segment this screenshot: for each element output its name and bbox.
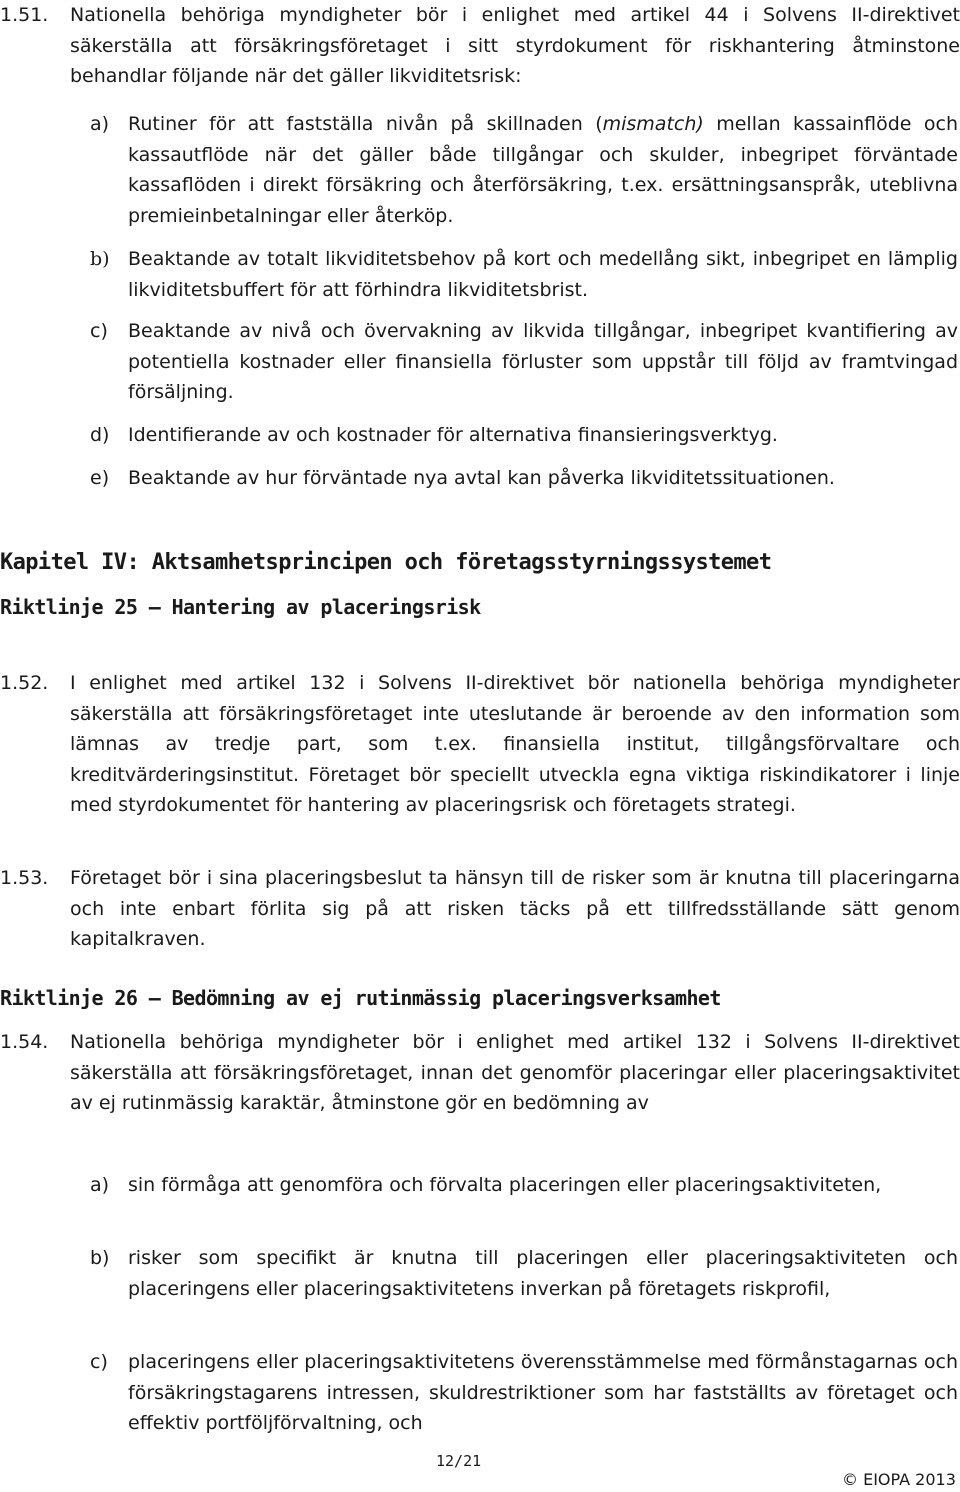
list-item-text: sin förmåga att genomföra och förvalta placeringen eller placeringsaktiviteten, xyxy=(128,1174,882,1196)
list-item-text: Beaktande av totalt likviditetsbehov på kort och medellång sikt, inbegripet en lämplig likviditetsbuffert för att förhindra likviditetsbrist. xyxy=(128,248,958,301)
paragraph-1-54 xyxy=(0,1027,960,1119)
paragraph-text: Nationella behöriga myndigheter bör i enlighet med artikel 132 i Solvens II-direktivet säkerställa att försäkringsföretaget, innan det genomför placeringar eller placeringsaktivitet av ej rutinmässig karaktär, åtminstone gör en bedömning av xyxy=(70,1031,960,1114)
chapter-heading: Kapitel IV: Aktsamhetsprincipen och företagsstyrningssystemet xyxy=(0,550,772,575)
list-item-text: risker som specifikt är knutna till placeringen eller placeringsaktiviteten och placeringens eller placeringsaktivitetens inverkan på företagets riskprofil, xyxy=(128,1247,958,1300)
paragraph-1-53 xyxy=(0,863,960,955)
guideline-26-heading: Riktlinje 26 – Bedömning av ej rutinmässig placeringsverksamhet xyxy=(0,986,721,1010)
paragraph-text: Nationella behöriga myndigheter bör i enlighet med artikel 44 i Solvens II-direktivet säkerställa att försäkringsföretaget i sitt styrdokument för riskhantering åtminstone behandlar följande när det gäller likviditetsrisk: xyxy=(70,4,960,87)
list-item-label: b) xyxy=(90,248,110,270)
list-item-b xyxy=(90,1243,958,1304)
list-item-label: a) xyxy=(90,113,110,135)
list-item-c xyxy=(90,1347,958,1439)
page-number: 12/21 xyxy=(436,1452,482,1470)
guideline-25-heading: Riktlinje 25 – Hantering av placeringsrisk xyxy=(0,595,481,619)
list-item-b xyxy=(90,244,958,305)
paragraph-number: 1.51. xyxy=(0,4,49,26)
list-item-text: Beaktande av nivå och övervakning av likvida tillgångar, inbegripet kvantifiering av potentiella kostnader eller finansiella förluster som uppstår till följd av framtvingad försäljning. xyxy=(128,320,958,403)
list-item-text: Beaktande av hur förväntade nya avtal kan påverka likviditetssituationen. xyxy=(128,467,835,489)
copyright-notice: © EIOPA 2013 xyxy=(842,1470,956,1489)
paragraph-1-52 xyxy=(0,668,960,821)
mismatch-term: mismatch) xyxy=(602,113,704,135)
paragraph-number: 1.54. xyxy=(0,1031,49,1053)
list-item-d xyxy=(90,420,958,451)
paragraph-1-51 xyxy=(0,0,960,92)
list-item-label: b) xyxy=(90,1247,110,1269)
list-item-a xyxy=(90,1170,958,1201)
list-item-a xyxy=(90,109,958,231)
list-item-label: c) xyxy=(90,1351,108,1373)
list-item-label: d) xyxy=(90,424,110,446)
list-item-text: placeringens eller placeringsaktivitetens överensstämmelse med förmånstagarnas och försäkringstagarens intressen, skuldrestriktioner som har fastställts av företaget och effektiv portföljförvaltning, och xyxy=(128,1351,958,1434)
paragraph-number: 1.53. xyxy=(0,867,49,889)
list-item-e xyxy=(90,463,958,494)
list-item-text: Rutiner för att fastställa nivån på skillnaden (mismatch) mellan kassainflöde och kassautflöde när det gäller både tillgångar och skulder, inbegripet förväntade kassaflöden i direkt försäkring och återförsäkring, t.ex. ersättningsanspråk, uteblivna premieinbetalningar eller återköp. xyxy=(128,113,958,227)
paragraph-text: I enlighet med artikel 132 i Solvens II-direktivet bör nationella behöriga myndigheter säkerställa att försäkringsföretaget inte uteslutande är beroende av den information som lämnas av tredje part, som t.ex. finansiella institut, tillgångsförvaltare och kreditvärderingsinstitut. Företaget bör speciellt utveckla egna viktiga riskindikatorer i linje med styrdokumentet för hantering av placeringsrisk och företagets strategi. xyxy=(70,672,960,816)
list-item-label: e) xyxy=(90,467,110,489)
paragraph-number: 1.52. xyxy=(0,672,49,694)
list-item-label: a) xyxy=(90,1174,110,1196)
paragraph-text: Företaget bör i sina placeringsbeslut ta hänsyn till de risker som är knutna till placeringarna och inte enbart förlita sig på att risken täcks på ett tillfredsställande sätt genom kapitalkraven. xyxy=(70,867,960,950)
list-item-c xyxy=(90,316,958,408)
list-item-text: Identifierande av och kostnader för alternativa finansieringsverktyg. xyxy=(128,424,778,446)
list-item-label: c) xyxy=(90,320,108,342)
